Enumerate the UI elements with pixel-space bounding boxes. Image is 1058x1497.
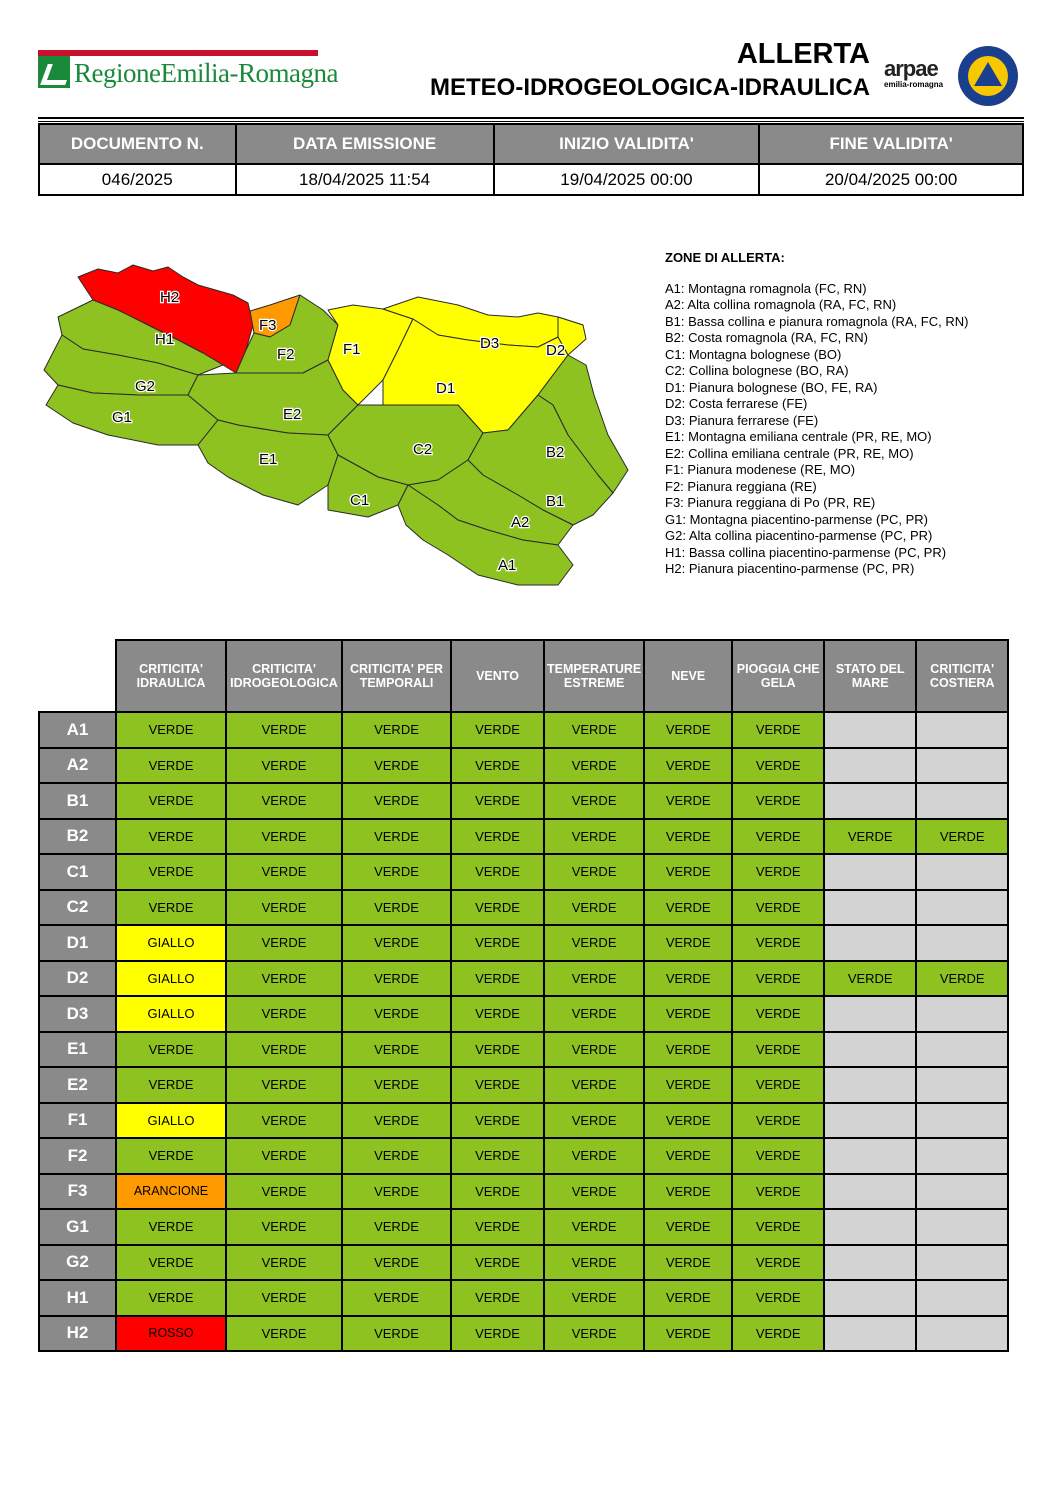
emission-date-header: DATA EMISSIONE <box>236 124 494 164</box>
map-label-C2: C2 <box>413 441 433 458</box>
alert-level-cell: VERDE <box>226 1067 342 1103</box>
zone-id-cell: A2 <box>39 748 116 784</box>
grid-row <box>39 961 1008 997</box>
map-label-F2: F2 <box>277 346 295 363</box>
alert-level-cell: VERDE <box>226 1316 342 1352</box>
alert-level-cell: VERDE <box>544 1245 644 1281</box>
alert-level-cell: VERDE <box>916 961 1008 997</box>
legend-list <box>665 281 968 578</box>
title-subtitle: METEO-IDROGEOLOGICA-IDRAULICA <box>430 74 870 101</box>
alert-level-cell <box>916 1067 1008 1103</box>
grid-column-header: NEVE <box>644 640 732 712</box>
alert-level-cell: VERDE <box>544 712 644 748</box>
alert-level-cell: VERDE <box>732 783 824 819</box>
alert-level-cell: VERDE <box>644 783 732 819</box>
alert-level-cell: VERDE <box>451 854 544 890</box>
alert-level-cell <box>824 996 916 1032</box>
zone-id-cell: D3 <box>39 996 116 1032</box>
logo-text: RegioneEmilia-Romagna <box>74 58 338 88</box>
grid-row <box>39 1209 1008 1245</box>
emission-date-value: 18/04/2025 11:54 <box>236 164 494 195</box>
alert-level-cell: VERDE <box>226 1174 342 1210</box>
alert-level-cell: ARANCIONE <box>116 1174 226 1210</box>
legend-item: A2: Alta collina romagnola (RA, FC, RN) <box>665 297 897 312</box>
alert-level-cell: VERDE <box>644 1032 732 1068</box>
zone-id-cell: H1 <box>39 1280 116 1316</box>
alert-level-cell: VERDE <box>644 1138 732 1174</box>
grid-row <box>39 996 1008 1032</box>
zone-id-cell: G1 <box>39 1209 116 1245</box>
legend-item: C1: Montagna bolognese (BO) <box>665 346 842 362</box>
grid-column-header: STATO DEL MARE <box>824 640 916 712</box>
logo-red-bar <box>38 50 318 56</box>
alert-level-cell: VERDE <box>342 1103 451 1139</box>
zone-id-cell: B2 <box>39 819 116 855</box>
map-label-D2: D2 <box>546 342 566 359</box>
alert-level-cell: VERDE <box>732 712 824 748</box>
grid-column-header: CRITICITA' IDROGEOLOGICA <box>226 640 342 712</box>
grid-column-header: PIOGGIA CHE GELA <box>732 640 824 712</box>
alert-level-cell: VERDE <box>226 890 342 926</box>
alert-level-cell: VERDE <box>732 854 824 890</box>
alert-level-cell: VERDE <box>342 1245 451 1281</box>
zone-id-cell: F3 <box>39 1174 116 1210</box>
alert-level-cell: VERDE <box>226 996 342 1032</box>
grid-row <box>39 1174 1008 1210</box>
map-label-A2: A2 <box>511 514 530 531</box>
legend-item: A1: Montagna romagnola (FC, RN) <box>665 280 867 296</box>
zone-id-cell: D1 <box>39 925 116 961</box>
alert-level-cell: VERDE <box>342 748 451 784</box>
map-label-F3: F3 <box>259 317 277 334</box>
alert-level-cell: ROSSO <box>116 1316 226 1352</box>
alert-level-cell: VERDE <box>342 1280 451 1316</box>
alert-level-cell <box>824 854 916 890</box>
alert-level-cell: VERDE <box>116 1245 226 1281</box>
alert-level-cell: VERDE <box>916 819 1008 855</box>
zone-id-cell: F1 <box>39 1103 116 1139</box>
alert-level-cell <box>916 854 1008 890</box>
grid-column-header: CRITICITA' PER TEMPORALI <box>342 640 451 712</box>
alert-level-cell: VERDE <box>732 748 824 784</box>
alert-level-cell: VERDE <box>451 712 544 748</box>
alert-level-cell <box>824 1067 916 1103</box>
legend-item: C2: Collina bolognese (BO, RA) <box>665 363 849 378</box>
arpae-logo <box>884 56 954 89</box>
grid-row <box>39 890 1008 926</box>
alert-level-cell <box>916 1209 1008 1245</box>
map-label-D3: D3 <box>480 335 500 352</box>
alert-level-cell: VERDE <box>544 996 644 1032</box>
alert-level-cell: VERDE <box>451 1032 544 1068</box>
grid-column-header: VENTO <box>451 640 544 712</box>
alert-level-cell: VERDE <box>451 819 544 855</box>
alert-level-cell: VERDE <box>644 1316 732 1352</box>
grid-row <box>39 1103 1008 1139</box>
alert-level-cell: VERDE <box>732 1316 824 1352</box>
alert-level-cell: VERDE <box>644 890 732 926</box>
alert-level-cell: VERDE <box>644 996 732 1032</box>
alert-level-cell: VERDE <box>226 961 342 997</box>
alert-level-cell: VERDE <box>116 890 226 926</box>
alert-level-cell <box>824 1174 916 1210</box>
alert-level-cell: VERDE <box>342 961 451 997</box>
alert-level-cell <box>824 890 916 926</box>
alert-level-cell: VERDE <box>116 1138 226 1174</box>
alert-level-cell: VERDE <box>544 748 644 784</box>
legend-item: B1: Bassa collina e pianura romagnola (RA, FC, RN) <box>665 313 969 329</box>
map-label-G2: G2 <box>135 378 156 395</box>
doc-number-value: 046/2025 <box>39 164 236 195</box>
alert-level-cell <box>824 1245 916 1281</box>
alert-level-cell: VERDE <box>732 1280 824 1316</box>
alert-level-cell: VERDE <box>226 854 342 890</box>
zone-id-cell: E2 <box>39 1067 116 1103</box>
alert-level-cell: VERDE <box>732 925 824 961</box>
zone-id-cell: A1 <box>39 712 116 748</box>
grid-row <box>39 925 1008 961</box>
legend-item: D1: Pianura bolognese (BO, FE, RA) <box>665 379 878 395</box>
alert-level-cell: VERDE <box>451 925 544 961</box>
grid-row <box>39 1245 1008 1281</box>
alert-level-cell: VERDE <box>342 1138 451 1174</box>
alert-level-cell: VERDE <box>116 1280 226 1316</box>
alert-level-cell: VERDE <box>732 1032 824 1068</box>
alert-level-cell: VERDE <box>226 1032 342 1068</box>
alert-level-cell: VERDE <box>544 783 644 819</box>
legend-item: B2: Costa romagnola (RA, FC, RN) <box>665 330 869 345</box>
alert-level-cell: VERDE <box>824 961 916 997</box>
alert-level-cell: GIALLO <box>116 1103 226 1139</box>
alert-level-cell: VERDE <box>226 819 342 855</box>
alert-level-cell: VERDE <box>226 712 342 748</box>
header-rule <box>38 117 1024 119</box>
alert-level-cell: VERDE <box>544 890 644 926</box>
legend-item: F2: Pianura reggiana (RE) <box>665 478 817 494</box>
legend-item: G2: Alta collina piacentino-parmense (PC, PR) <box>665 528 933 543</box>
alert-level-cell: VERDE <box>451 1103 544 1139</box>
alert-level-cell: VERDE <box>342 1067 451 1103</box>
alert-level-cell: VERDE <box>451 1316 544 1352</box>
alert-level-cell <box>916 712 1008 748</box>
alert-level-cell: VERDE <box>544 819 644 855</box>
alert-level-cell: VERDE <box>116 748 226 784</box>
alert-level-cell: VERDE <box>451 996 544 1032</box>
alert-level-cell: VERDE <box>451 890 544 926</box>
zone-id-cell: F2 <box>39 1138 116 1174</box>
zone-id-cell: D2 <box>39 961 116 997</box>
alert-level-cell: VERDE <box>451 1245 544 1281</box>
alert-level-cell: VERDE <box>544 1138 644 1174</box>
alert-level-cell: VERDE <box>226 1280 342 1316</box>
legend-item: D2: Costa ferrarese (FE) <box>665 396 808 411</box>
grid-row <box>39 1067 1008 1103</box>
alert-level-cell: VERDE <box>732 819 824 855</box>
alert-level-cell: VERDE <box>544 1280 644 1316</box>
alert-level-cell <box>824 1280 916 1316</box>
protezione-civile-logo-icon <box>958 46 1018 106</box>
arpae-sub: emilia-romagna <box>884 80 944 89</box>
alert-level-cell <box>916 890 1008 926</box>
grid-column-header: TEMPERATURE ESTREME <box>544 640 644 712</box>
alert-level-cell: VERDE <box>544 1103 644 1139</box>
map-label-F1: F1 <box>343 341 361 358</box>
legend-item: E2: Collina emiliana centrale (PR, RE, MO) <box>665 445 914 461</box>
grid-row <box>39 712 1008 748</box>
alert-level-cell: VERDE <box>342 819 451 855</box>
alert-level-cell: VERDE <box>451 1067 544 1103</box>
alert-level-cell: VERDE <box>342 1316 451 1352</box>
alert-level-cell: VERDE <box>732 1209 824 1245</box>
alert-level-cell <box>916 925 1008 961</box>
alert-level-cell: VERDE <box>116 1209 226 1245</box>
header-rule-thin <box>38 121 1024 122</box>
alert-level-cell <box>916 1280 1008 1316</box>
arpae-brand: arpae <box>884 56 938 81</box>
zone-legend <box>665 250 968 578</box>
alert-level-cell: VERDE <box>644 1245 732 1281</box>
alert-level-cell: VERDE <box>732 1103 824 1139</box>
regione-logo <box>38 50 338 90</box>
validity-end-value: 20/04/2025 00:00 <box>759 164 1023 195</box>
grid-row <box>39 1138 1008 1174</box>
alert-level-cell: VERDE <box>824 819 916 855</box>
map-label-D1: D1 <box>436 380 456 397</box>
alert-level-cell: VERDE <box>226 925 342 961</box>
map-label-E1: E1 <box>259 451 278 468</box>
alert-level-cell: VERDE <box>644 1280 732 1316</box>
alert-level-cell <box>824 1316 916 1352</box>
document-info-table <box>38 123 1024 196</box>
alert-level-cell: VERDE <box>342 1174 451 1210</box>
grid-row <box>39 1316 1008 1352</box>
doc-number-header: DOCUMENTO N. <box>39 124 236 164</box>
alert-level-cell: VERDE <box>544 1067 644 1103</box>
alert-level-cell: VERDE <box>116 819 226 855</box>
regione-mark-icon <box>38 56 70 88</box>
alert-level-cell: VERDE <box>732 1245 824 1281</box>
alert-level-cell: VERDE <box>226 1245 342 1281</box>
alert-level-cell <box>824 1209 916 1245</box>
legend-title: ZONE DI ALLERTA: <box>665 250 785 265</box>
alert-level-cell: VERDE <box>451 783 544 819</box>
alert-level-cell <box>916 1138 1008 1174</box>
zone-id-cell: C2 <box>39 890 116 926</box>
region-map <box>38 255 648 600</box>
grid-column-header: CRITICITA' COSTIERA <box>916 640 1008 712</box>
alert-level-cell: VERDE <box>644 748 732 784</box>
alert-level-cell: VERDE <box>644 712 732 748</box>
map-label-G1: G1 <box>112 409 133 426</box>
alert-level-cell: VERDE <box>544 854 644 890</box>
alert-level-cell: VERDE <box>644 1103 732 1139</box>
alert-level-cell: VERDE <box>644 925 732 961</box>
alert-level-cell: VERDE <box>732 890 824 926</box>
alert-level-cell: VERDE <box>451 1138 544 1174</box>
alert-level-cell: VERDE <box>116 712 226 748</box>
alert-level-cell: VERDE <box>451 748 544 784</box>
legend-item: D3: Pianura ferrarese (FE) <box>665 412 819 428</box>
alert-grid-table <box>38 639 1009 1352</box>
alert-level-cell <box>916 1245 1008 1281</box>
alert-level-cell <box>916 1174 1008 1210</box>
alert-level-cell <box>916 1032 1008 1068</box>
legend-item: E1: Montagna emiliana centrale (PR, RE, MO) <box>665 429 932 444</box>
grid-corner <box>39 640 116 712</box>
alert-level-cell: VERDE <box>732 1067 824 1103</box>
alert-level-cell: VERDE <box>544 961 644 997</box>
zone-id-cell: H2 <box>39 1316 116 1352</box>
legend-item: F1: Pianura modenese (RE, MO) <box>665 462 856 477</box>
alert-level-cell: VERDE <box>732 1138 824 1174</box>
alert-level-cell: VERDE <box>226 1103 342 1139</box>
alert-level-cell <box>916 748 1008 784</box>
map-label-B1: B1 <box>546 493 565 510</box>
alert-level-cell <box>916 783 1008 819</box>
alert-level-cell: VERDE <box>342 712 451 748</box>
alert-level-cell: VERDE <box>732 1174 824 1210</box>
zone-id-cell: G2 <box>39 1245 116 1281</box>
alert-level-cell <box>824 1032 916 1068</box>
alert-level-cell <box>824 1103 916 1139</box>
alert-level-cell: VERDE <box>226 1209 342 1245</box>
map-label-E2: E2 <box>283 406 302 423</box>
alert-level-cell: VERDE <box>342 890 451 926</box>
legend-item: H1: Bassa collina piacentino-parmense (PC, PR) <box>665 544 947 560</box>
alert-level-cell: VERDE <box>116 1067 226 1103</box>
alert-level-cell <box>916 996 1008 1032</box>
alert-level-cell: VERDE <box>732 961 824 997</box>
alert-level-cell: VERDE <box>342 783 451 819</box>
alert-level-cell: VERDE <box>644 1174 732 1210</box>
map-label-C1: C1 <box>350 492 370 509</box>
alert-level-cell: VERDE <box>644 961 732 997</box>
alert-level-cell: VERDE <box>644 819 732 855</box>
grid-row <box>39 783 1008 819</box>
map-label-B2: B2 <box>546 444 565 461</box>
alert-level-cell: VERDE <box>116 1032 226 1068</box>
alert-level-cell: VERDE <box>116 854 226 890</box>
grid-row <box>39 1032 1008 1068</box>
alert-level-cell: GIALLO <box>116 925 226 961</box>
alert-level-cell: VERDE <box>342 854 451 890</box>
alert-level-cell: VERDE <box>544 1032 644 1068</box>
grid-row <box>39 1280 1008 1316</box>
grid-column-header: CRITICITA' IDRAULICA <box>116 640 226 712</box>
alert-level-cell: VERDE <box>644 854 732 890</box>
alert-level-cell <box>824 748 916 784</box>
alert-level-cell: VERDE <box>544 1174 644 1210</box>
alert-level-cell: VERDE <box>732 996 824 1032</box>
validity-end-header: FINE VALIDITA' <box>759 124 1023 164</box>
title-allerta: ALLERTA <box>736 38 870 70</box>
legend-item: F3: Pianura reggiana di Po (PR, RE) <box>665 495 876 510</box>
legend-item: G1: Montagna piacentino-parmense (PC, PR) <box>665 511 929 527</box>
alert-level-cell <box>824 925 916 961</box>
alert-level-cell: VERDE <box>544 925 644 961</box>
validity-start-value: 19/04/2025 00:00 <box>494 164 760 195</box>
zone-id-cell: C1 <box>39 854 116 890</box>
alert-level-cell <box>824 783 916 819</box>
alert-level-cell <box>824 712 916 748</box>
alert-level-cell: VERDE <box>226 1138 342 1174</box>
alert-level-cell: VERDE <box>342 1209 451 1245</box>
map-label-A1: A1 <box>498 557 517 574</box>
alert-level-cell: GIALLO <box>116 996 226 1032</box>
map-label-H2: H2 <box>160 289 180 306</box>
grid-row <box>39 819 1008 855</box>
alert-level-cell: VERDE <box>451 1280 544 1316</box>
alert-level-cell <box>916 1316 1008 1352</box>
zone-id-cell: E1 <box>39 1032 116 1068</box>
grid-row <box>39 748 1008 784</box>
alert-level-cell: VERDE <box>451 1174 544 1210</box>
zone-id-cell: B1 <box>39 783 116 819</box>
validity-start-header: INIZIO VALIDITA' <box>494 124 760 164</box>
alert-level-cell: VERDE <box>644 1067 732 1103</box>
alert-level-cell: GIALLO <box>116 961 226 997</box>
alert-level-cell: VERDE <box>451 1209 544 1245</box>
alert-level-cell <box>916 1103 1008 1139</box>
alert-level-cell: VERDE <box>342 925 451 961</box>
alert-level-cell: VERDE <box>226 783 342 819</box>
alert-level-cell: VERDE <box>116 783 226 819</box>
alert-level-cell <box>824 1138 916 1174</box>
alert-level-cell: VERDE <box>342 996 451 1032</box>
alert-level-cell: VERDE <box>342 1032 451 1068</box>
alert-level-cell: VERDE <box>544 1316 644 1352</box>
alert-level-cell: VERDE <box>226 748 342 784</box>
alert-level-cell: VERDE <box>644 1209 732 1245</box>
map-label-H1: H1 <box>155 331 175 348</box>
grid-row <box>39 854 1008 890</box>
alert-level-cell: VERDE <box>544 1209 644 1245</box>
legend-item: H2: Pianura piacentino-parmense (PC, PR) <box>665 561 915 576</box>
alert-level-cell: VERDE <box>451 961 544 997</box>
